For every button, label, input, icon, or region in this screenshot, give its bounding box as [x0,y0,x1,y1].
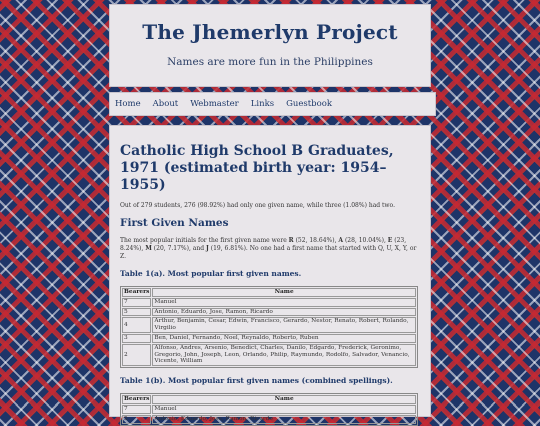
summary-text: Out of 279 students, 276 (98.92%) had only one given name, while three (1.08%) had two. [120,202,395,209]
bearers-cell: 3 [122,334,151,343]
names-cell: Arthur, Benjamin, Cesar, Edwin, Francisco, Gerardo, Nestor, Renato, Robert, Rolando, Virgilio [152,317,416,333]
table-combined-spellings [120,393,418,425]
table-row [122,308,416,317]
nav-bar [110,93,435,115]
bearers-cell: 7 [122,405,151,414]
names-cell: Manuel [152,405,416,414]
names-cell: Manuel [152,298,416,307]
nav-guestbook-link[interactable]: Guestbook [286,99,332,109]
table-header-row [122,288,416,297]
site-title[interactable]: The Jhemerlyn Project [142,20,398,44]
main-content [110,126,430,422]
names-cell: Antonio, Eduardo, Jose, Ramon, Ricardo [152,308,416,317]
bearers-cell: 5 [122,308,151,317]
nav-links-link[interactable]: Links [250,99,275,109]
table-header-row [122,395,416,404]
table1-caption: Table 1(a). Most popular first given names. [120,269,302,278]
page-title: Catholic High School B Graduates, 1971 (estimated birth year: 1954–1955) [120,143,394,193]
table-row [122,344,416,366]
bearers-cell: 4 [122,317,151,333]
table2-caption: Table 1(b). Most popular first given names (combined spellings). [120,376,393,386]
names-cell: Alfonso, Andres, Arsenio, Benedict, Charles, Danilo, Edgardo, Frederick, Geronimo, Gregorio, John, Joseph, Leon, Orlando, Philip, Raymundo, Rodolfo, Salvador, Venancio, Vicente, William [152,344,416,366]
site-tagline: Names are more fun in the Philippines [167,56,373,68]
table-most-popular-first-names [120,286,418,368]
column-header-bearers: Bearers [124,289,150,295]
nav-webmaster-link[interactable]: Webmaster [190,99,239,109]
nav-about-link[interactable]: About [152,99,179,109]
table-row [122,317,416,333]
names-cell: Ben, Daniel, Fernando, Noel, Reynaldo, Roberto, Ruben [152,334,416,343]
table-row [122,405,416,414]
bearers-cell: 2 [122,344,151,366]
section-heading: First Given Names [120,217,229,229]
bearers-cell: 5 [122,415,151,424]
table-row [122,415,416,424]
names-cell: Antonio, Eduardo, Jose, Ramon, Ricardo [152,415,416,424]
column-header-name: Name [152,288,416,297]
column-header-bearers: Bearers [124,396,150,403]
site-header [110,5,430,86]
initials-paragraph: The most popular initials for the first given name were R (52, 18.64%), A (28, 10.04%), E (23, 8.24%), M (20, 7.17%), and J (19, 6.81%). No one had a first name that started with Q, U, X, Y, or Z. [120,237,417,260]
table-row [122,298,416,307]
table-row [122,334,416,343]
column-header-name: Name [152,395,416,404]
nav-home-link[interactable]: Home [115,99,141,109]
bearers-cell: 7 [122,298,151,307]
